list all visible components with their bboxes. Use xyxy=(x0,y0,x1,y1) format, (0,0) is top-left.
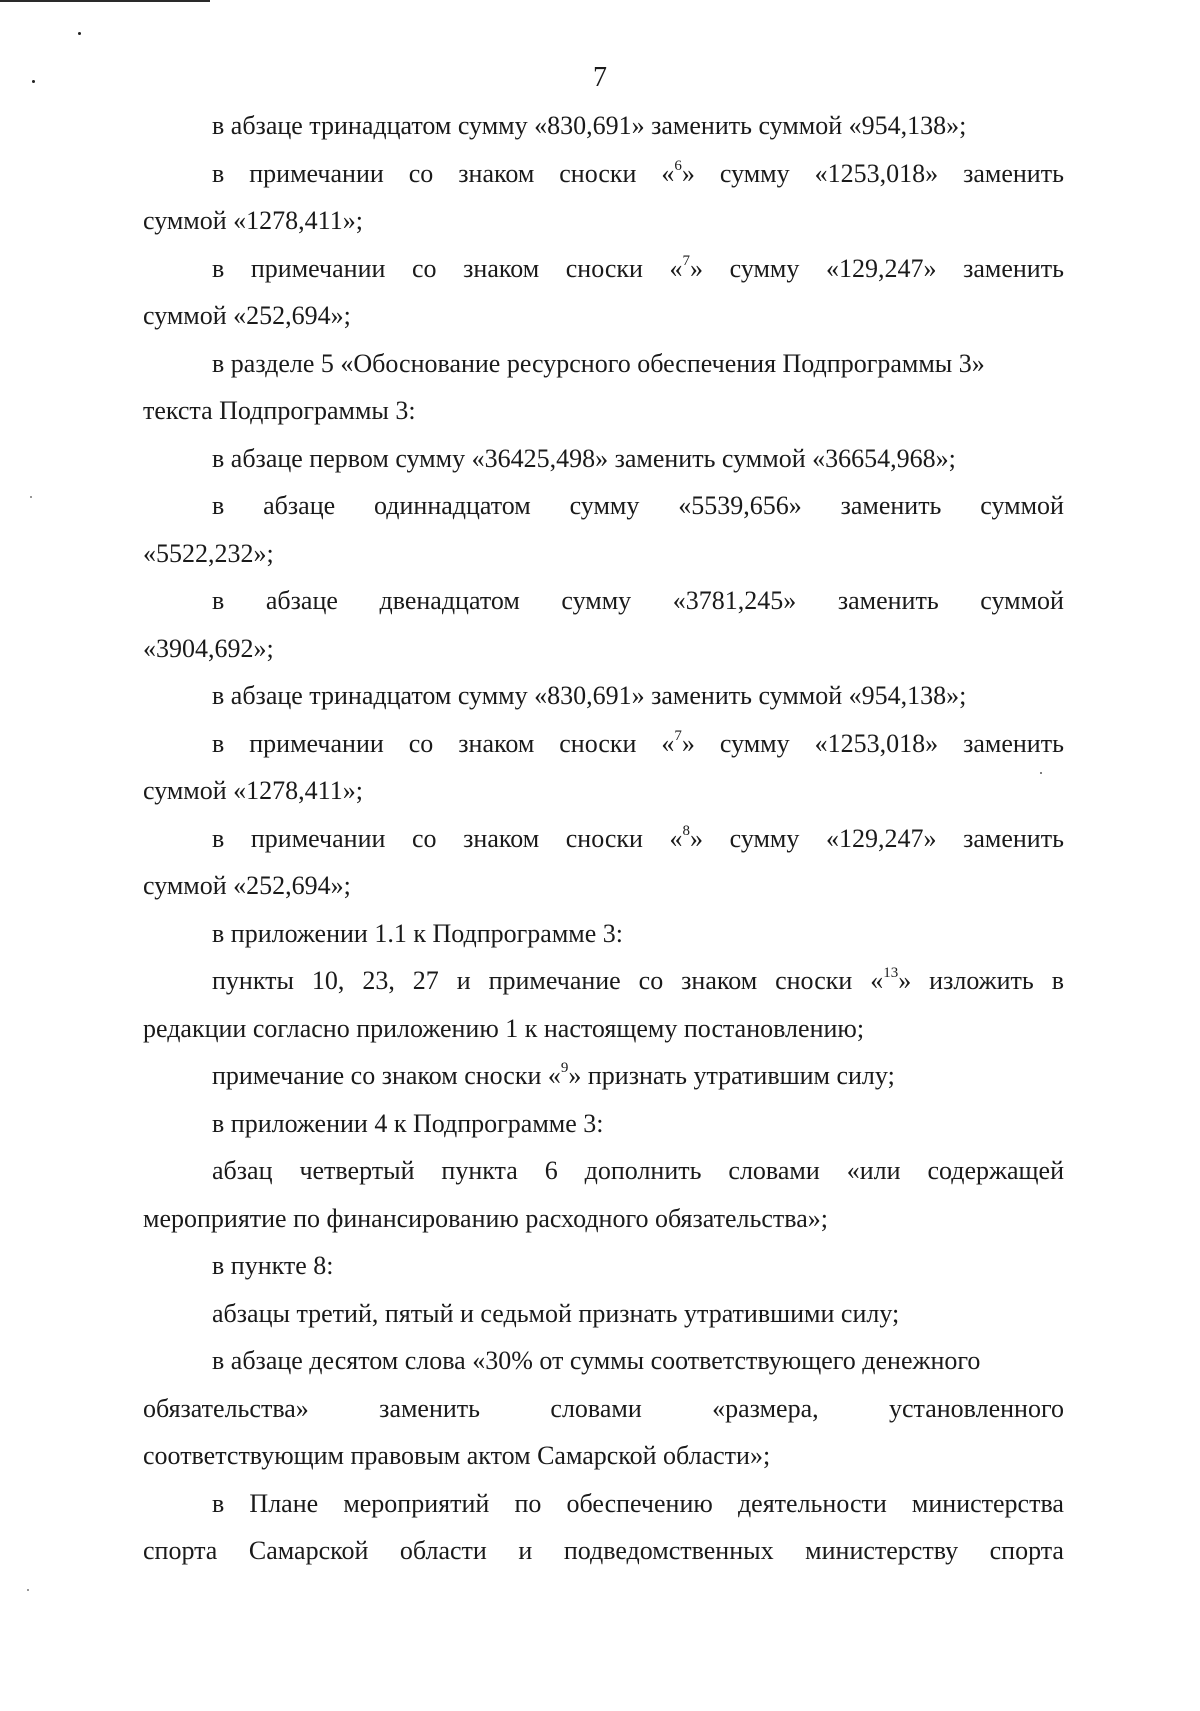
word: в xyxy=(212,728,225,758)
word: подведомственных xyxy=(563,1536,774,1565)
word: изложить xyxy=(929,966,1034,995)
text-line xyxy=(143,1527,1064,1575)
word: сноски xyxy=(565,823,643,853)
word: знаком xyxy=(458,728,535,758)
word: «или xyxy=(846,1156,901,1185)
footnote-ref: 9 xyxy=(560,1060,569,1077)
text-line: в приложении 4 к Подпрограмме 3: xyxy=(212,1108,604,1138)
word: в xyxy=(212,253,225,283)
text-line: редакции согласно приложению 1 к настоящему постановлению; xyxy=(143,1013,865,1043)
word: четвертый xyxy=(299,1156,415,1185)
text-line: в абзаце первом сумму «36425,498» заменить суммой «36654,968»; xyxy=(212,443,956,473)
word: со xyxy=(638,966,664,995)
scan-speck xyxy=(30,496,32,498)
word: со xyxy=(408,158,434,188)
word: установленного xyxy=(889,1393,1064,1423)
text-line xyxy=(143,957,1064,1005)
footnote-ref: «$^6$» xyxy=(661,157,695,188)
word: знаком xyxy=(463,253,540,283)
text-line: суммой «252,694»; xyxy=(143,871,351,900)
word: пункта xyxy=(441,1156,518,1185)
word: заменить xyxy=(963,823,1064,853)
word: «1253,018» xyxy=(814,728,939,758)
word: Самарской xyxy=(248,1536,369,1565)
word: сумму xyxy=(561,586,632,615)
word: абзаце xyxy=(263,491,336,520)
text-line: в абзаце тринадцатом сумму «830,691» заменить суммой «954,138»; xyxy=(212,681,967,710)
word: сноски xyxy=(559,728,637,758)
text-line: в пункте 8: xyxy=(212,1251,334,1280)
word: со xyxy=(412,253,437,283)
text-line xyxy=(143,1147,1064,1195)
word: в xyxy=(1051,966,1064,995)
text-line: суммой «1278,411»; xyxy=(143,206,363,235)
word: сумму xyxy=(719,158,790,188)
word: 27 xyxy=(412,966,439,995)
word: «129,247» xyxy=(825,253,937,283)
word: заменить xyxy=(379,1393,481,1423)
text-line xyxy=(143,720,1064,768)
text-line xyxy=(143,482,1064,530)
word: пункты xyxy=(212,966,294,995)
word: области xyxy=(399,1536,487,1565)
word: содержащей xyxy=(927,1156,1064,1185)
text-line: примечание со знаком сноски «$^9$» признать утратившим силу; xyxy=(212,1060,895,1090)
word: «размера, xyxy=(712,1393,819,1423)
footnote-ref: «$^7$» xyxy=(669,252,704,283)
word: «1253,018» xyxy=(814,158,939,188)
scan-edge-line xyxy=(0,0,210,2)
word: спорта xyxy=(989,1536,1064,1565)
word: заменить xyxy=(837,586,939,615)
word: суммой xyxy=(980,586,1064,615)
text-line: мероприятие по финансированию расходного обязательства»; xyxy=(143,1203,828,1233)
word: министерству xyxy=(805,1536,959,1565)
word: «5539,656» xyxy=(678,491,802,520)
word: 10, xyxy=(311,966,345,995)
word: министерства xyxy=(911,1488,1064,1518)
word: примечании xyxy=(249,728,384,758)
word: заменить xyxy=(963,253,1064,283)
page-number: 7 xyxy=(593,62,607,93)
word: знаком xyxy=(463,823,540,853)
text-line xyxy=(143,815,1064,863)
text-line: в абзаце тринадцатом сумму «830,691» заменить суммой «954,138»; xyxy=(212,111,967,140)
text-line xyxy=(143,150,1064,198)
word: и xyxy=(456,966,471,995)
word: мероприятий xyxy=(343,1488,490,1518)
word: сноски xyxy=(775,966,853,995)
word: сумму xyxy=(729,253,800,283)
word: знаком xyxy=(458,158,535,188)
word: со xyxy=(412,823,437,853)
word: примечании xyxy=(250,253,386,283)
word: обеспечению xyxy=(566,1488,713,1518)
text-line: в разделе 5 «Обоснование ресурсного обеспечения Подпрограммы 3» xyxy=(212,348,985,378)
word: заменить xyxy=(840,491,942,520)
word: в xyxy=(212,823,225,853)
word: заменить xyxy=(963,728,1064,758)
scan-speck xyxy=(27,1589,29,1591)
word: заменить xyxy=(963,158,1064,188)
word: «129,247» xyxy=(825,823,937,853)
word: примечании xyxy=(249,158,384,188)
word: словами xyxy=(728,1156,820,1185)
text-line: «3904,692»; xyxy=(143,633,274,663)
word: сноски xyxy=(565,253,643,283)
text-line xyxy=(143,245,1064,293)
text-line: «5522,232»; xyxy=(143,538,274,568)
word: абзаце xyxy=(265,586,338,615)
word: 6 xyxy=(544,1156,558,1185)
footnote-ref: «$^{13}$» xyxy=(870,965,912,995)
text-line: соответствующим правовым актом Самарской области»; xyxy=(143,1441,771,1470)
word: в xyxy=(212,158,225,188)
text-line xyxy=(143,577,1064,625)
footnote-ref: «$^7$» xyxy=(661,727,695,758)
word: словами xyxy=(550,1393,642,1423)
word: по xyxy=(514,1488,542,1518)
word: Плане xyxy=(249,1488,319,1518)
footnote-ref: «$^8$» xyxy=(669,822,704,853)
text-line: текста Подпрограммы 3: xyxy=(143,396,416,425)
word: сумму xyxy=(719,728,790,758)
word: деятельности xyxy=(737,1488,887,1518)
word: абзац xyxy=(212,1156,273,1185)
word: «3781,245» xyxy=(672,586,797,615)
word: сумму xyxy=(729,823,800,853)
word: дополнить xyxy=(584,1156,702,1185)
word: одиннадцатом xyxy=(374,491,531,520)
text-line: суммой «252,694»; xyxy=(143,301,351,330)
scan-speck xyxy=(78,32,81,35)
word: спорта xyxy=(143,1536,218,1565)
word: сноски xyxy=(559,158,637,188)
word: в xyxy=(212,491,225,520)
word: примечание xyxy=(488,966,621,995)
text-line xyxy=(143,1385,1064,1433)
word: примечании xyxy=(250,823,386,853)
word: сумму xyxy=(569,491,640,520)
document-body xyxy=(143,102,1064,1575)
word: со xyxy=(408,728,434,758)
text-line xyxy=(143,1480,1064,1528)
word: в xyxy=(212,586,225,615)
word: и xyxy=(518,1536,533,1565)
text-line: в приложении 1.1 к Подпрограмме 3: xyxy=(212,918,624,948)
word: знаком xyxy=(681,966,758,995)
word: суммой xyxy=(980,491,1064,520)
word: 23, xyxy=(362,966,395,995)
word: в xyxy=(212,1488,225,1518)
word: двенадцатом xyxy=(379,586,520,615)
text-line: в абзаце десятом слова «30% от суммы соответствующего денежного xyxy=(212,1346,981,1375)
text-line: абзацы третий, пятый и седьмой признать утратившими силу; xyxy=(212,1298,900,1328)
text-line: суммой «1278,411»; xyxy=(143,776,363,805)
word: обязательства» xyxy=(143,1393,309,1423)
